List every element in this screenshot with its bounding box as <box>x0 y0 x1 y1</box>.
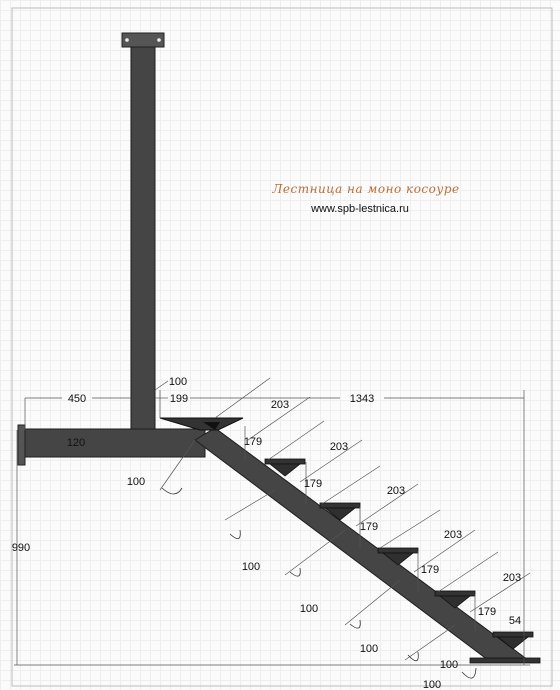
vertical-post <box>122 33 164 429</box>
tread-dim-line <box>322 466 380 504</box>
angle-arc <box>230 530 240 539</box>
tread-plate <box>378 548 418 553</box>
angle-arc <box>350 620 360 628</box>
section-dim-line <box>345 580 400 625</box>
section-dim-line <box>225 490 275 520</box>
drawing-title: Лестница на моно косоуре <box>272 182 460 196</box>
dim-landing-height: 120 <box>66 437 86 449</box>
floor-plate <box>470 658 540 663</box>
dim-riser-height: 179 <box>420 564 440 576</box>
section-dim-line <box>405 625 455 660</box>
top-tread <box>160 418 243 430</box>
diagonal-stringer <box>195 428 528 660</box>
dim-last-step: 54 <box>508 615 522 627</box>
dim-tread-depth: 203 <box>502 572 522 584</box>
post-column <box>131 47 155 429</box>
dim-stringer-section: 100 <box>241 561 261 573</box>
dim-post-offset: 199 <box>169 393 189 405</box>
angle-arc <box>462 668 476 678</box>
angle-arc <box>290 568 300 576</box>
leader-line <box>155 381 168 390</box>
dim-top-total-run: 1343 <box>349 393 375 405</box>
dim-tread-depth: 203 <box>443 529 463 541</box>
dim-riser-height: 179 <box>359 521 379 533</box>
dim-riser-height: 179 <box>477 606 497 618</box>
angle-arc <box>162 488 182 494</box>
top-tread-plate <box>160 418 243 430</box>
tread-plate <box>493 632 533 637</box>
dim-top-left-run: 450 <box>67 393 87 405</box>
post-plate-bolt <box>125 38 129 42</box>
tread-dim-line <box>438 552 498 592</box>
tread-plate <box>265 459 305 464</box>
tread-dim-line <box>380 510 440 548</box>
wall-plate <box>18 425 25 465</box>
drawing-url: www.spb-lestnica.ru <box>311 203 409 215</box>
tread-plate <box>435 591 475 596</box>
dim-stringer-section: 100 <box>126 476 146 488</box>
tread-plate <box>320 503 360 508</box>
dim-tread-depth: 203 <box>270 399 290 411</box>
dim-post-width: 100 <box>168 376 188 388</box>
angle-arc <box>408 652 418 661</box>
dim-stringer-section: 100 <box>359 643 379 655</box>
dimension-labels <box>12 376 521 690</box>
post-plate-bolt <box>157 38 161 42</box>
landing-beam <box>18 425 205 465</box>
landing-beam-body <box>25 429 205 457</box>
tread-dim-line <box>268 421 324 460</box>
dim-riser-height: 179 <box>243 436 263 448</box>
section-dim-line <box>285 530 345 575</box>
dim-stringer-section: 100 <box>422 679 442 690</box>
dim-stringer-section: 100 <box>299 603 319 615</box>
dim-riser-height: 179 <box>303 478 323 490</box>
dim-tread-depth: 203 <box>386 485 406 497</box>
dim-overall-height: 990 <box>11 542 31 554</box>
sheet-border <box>12 8 552 686</box>
dim-tread-depth: 203 <box>329 441 349 453</box>
dim-stringer-section: 100 <box>439 659 459 671</box>
